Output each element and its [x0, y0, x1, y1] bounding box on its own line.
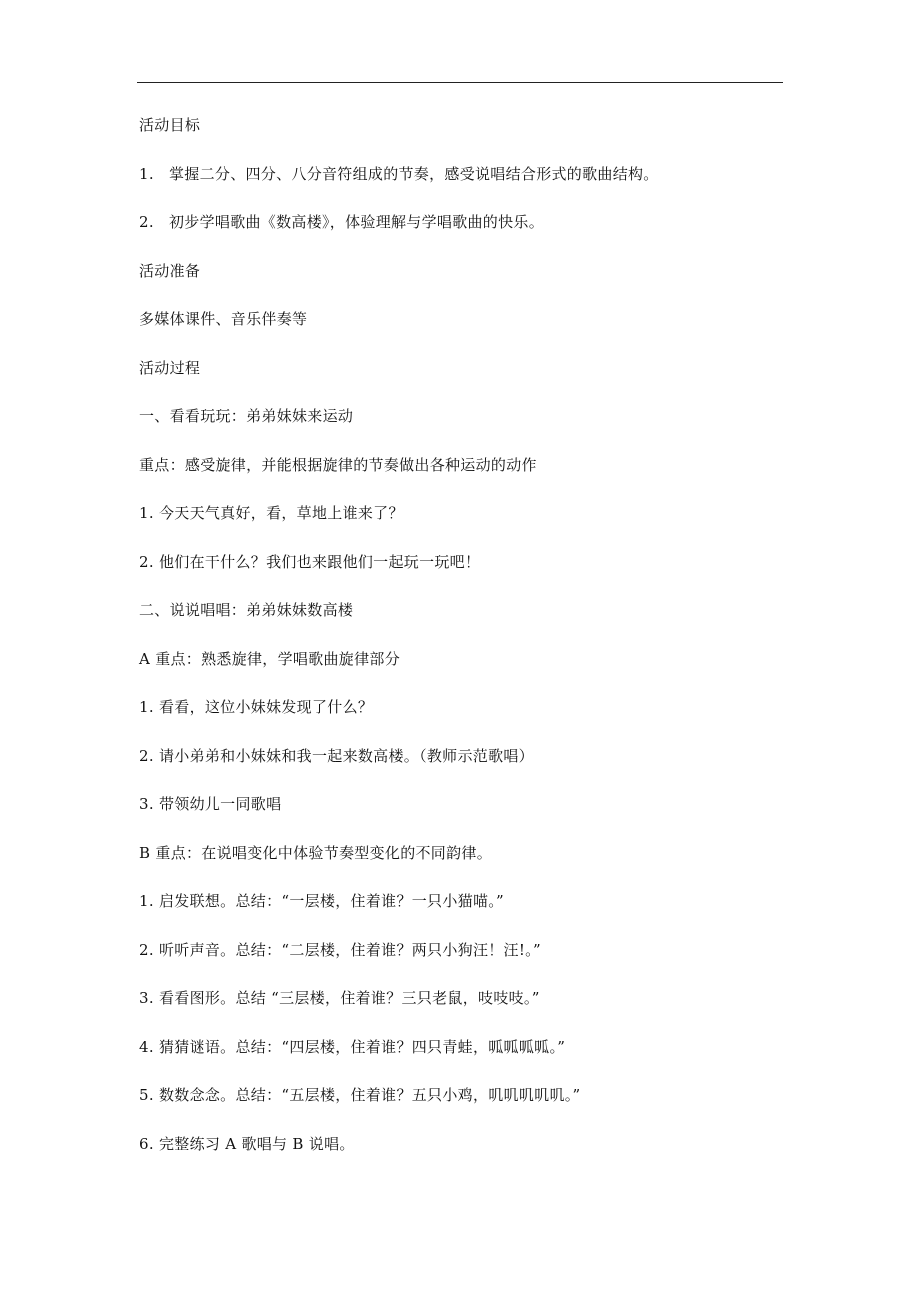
list-item: 3. 带领幼儿一同歌唱 — [139, 795, 282, 813]
list-item: 2. 他们在干什么？我们也来跟他们一起玩一玩吧！ — [139, 552, 481, 571]
list-item: 5. 数数念念。总结：“五层楼，住着谁？五只小鸡，叽叽叽叽叽。” — [139, 1086, 581, 1104]
goal-item-1: 1. 掌握二分、四分、八分音符组成的节奏，感受说唱结合形式的歌曲结构。 — [139, 161, 779, 210]
section-heading-process: 活动过程 — [139, 358, 201, 377]
goal-item-2: 2. 初步学唱歌曲《数高楼》，体验理解与学唱歌曲的快乐。 — [139, 209, 779, 258]
process-part-1-title: 一、看看玩玩：弟弟妹妹来运动 — [139, 407, 354, 425]
list-item: 6. 完整练习 A 歌唱与 B 说唱。 — [139, 1134, 355, 1153]
process-part-2a-focus: A 重点：熟悉旋律，学唱歌曲旋律部分 — [139, 649, 401, 668]
process-part-2b-focus: B 重点：在说唱变化中体验节奏型变化的不同韵律。 — [139, 843, 492, 862]
list-item: 1. 看看，这位小妹妹发现了什么？ — [139, 698, 374, 716]
section-heading-goals: 活动目标 — [139, 116, 201, 134]
list-number: 1. — [139, 164, 154, 183]
list-number: 2. — [139, 213, 154, 231]
section-heading-preparation: 活动准备 — [139, 261, 201, 280]
list-item: 1. 今天天气真好，看，草地上谁来了？ — [139, 504, 404, 522]
list-item: 1. 启发联想。总结：“一层楼，住着谁？一只小猫喵。” — [139, 892, 505, 910]
preparation-text: 多媒体课件、音乐伴奏等 — [139, 310, 308, 328]
list-item: 2. 听听声音。总结：“二层楼，住着谁？两只小狗汪！汪!。” — [139, 940, 541, 959]
header-rule — [137, 82, 783, 83]
document-body — [139, 112, 779, 1179]
process-part-2-title: 二、说说唱唱：弟弟妹妹数高楼 — [139, 601, 354, 619]
list-item: 4. 猜猜谜语。总结：“四层楼，住着谁？四只青蛙，呱呱呱呱。” — [139, 1037, 566, 1056]
process-part-1-focus: 重点：感受旋律，并能根据旋律的节奏做出各种运动的动作 — [139, 455, 537, 474]
list-item: 3. 看看图形。总结 “三层楼，住着谁？三只老鼠，吱吱吱。” — [139, 989, 540, 1007]
list-item: 2. 请小弟弟和小妹妹和我一起来数高楼。（教师示范歌唱） — [139, 746, 534, 765]
